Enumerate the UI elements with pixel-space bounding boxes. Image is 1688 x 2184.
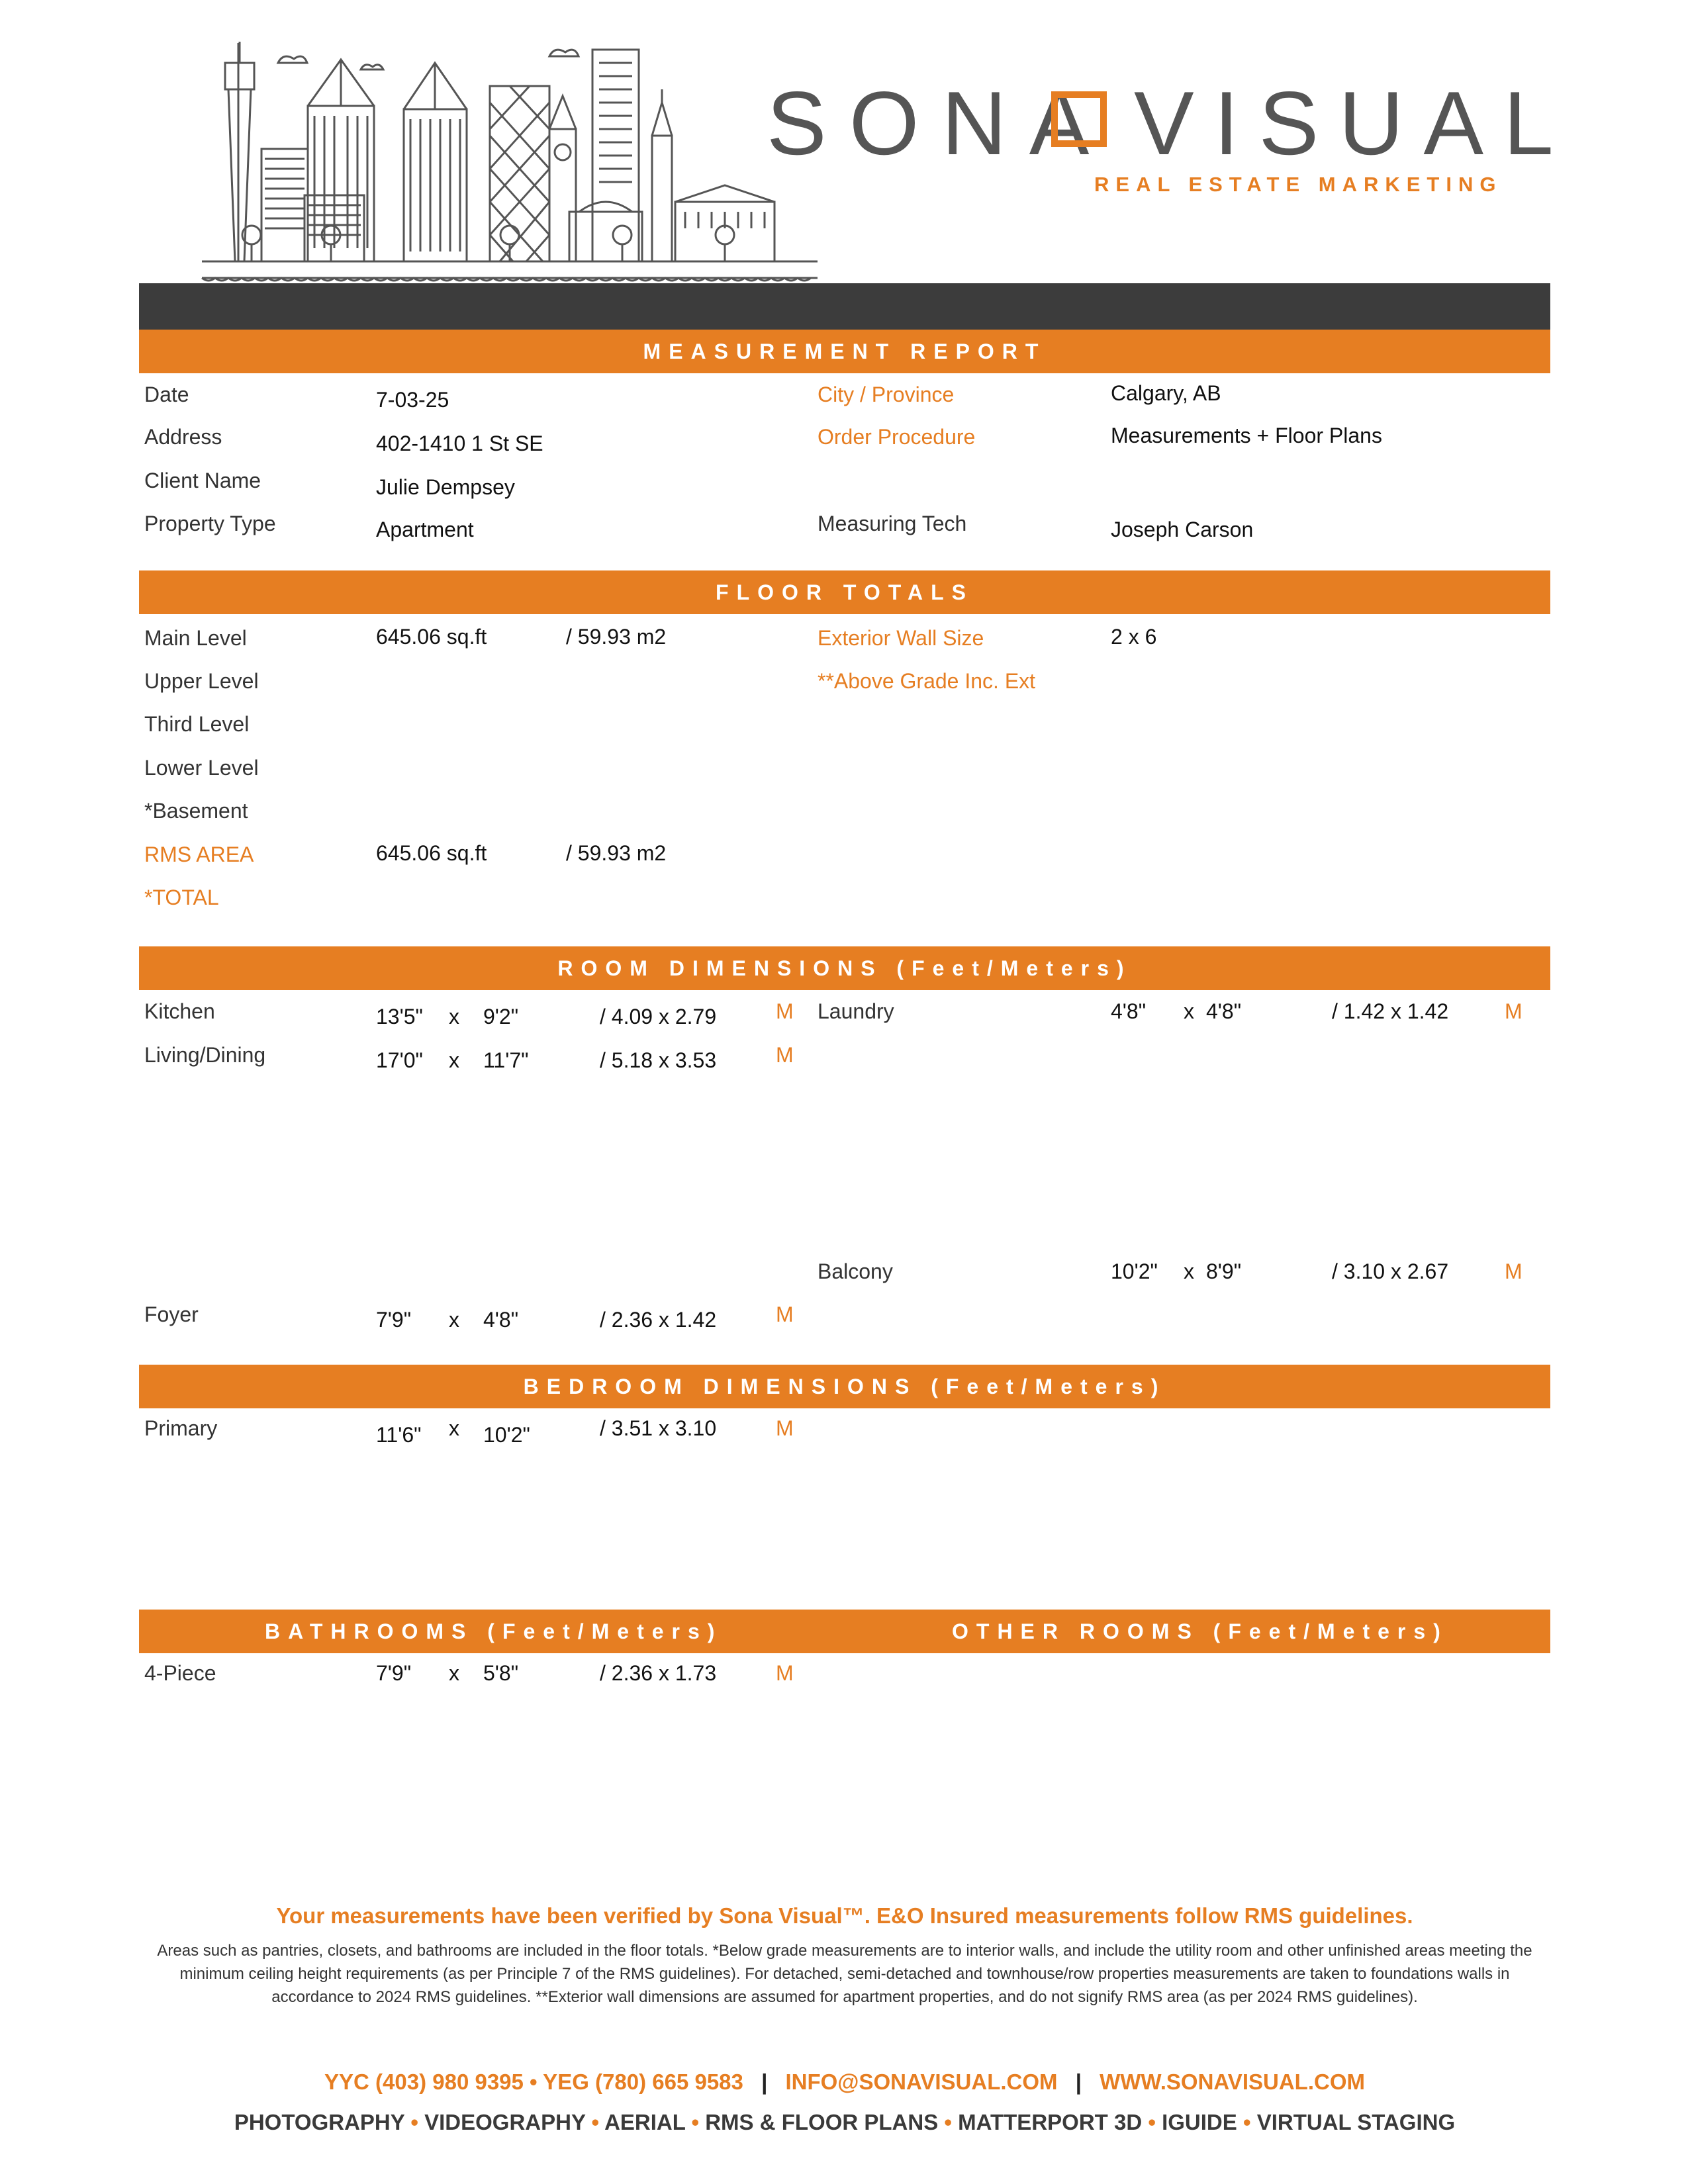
kitchen-metric: / 4.09 x 2.79 [600, 1005, 717, 1028]
main-level-label: Main Level [144, 626, 247, 650]
header-dark-band [139, 283, 1550, 330]
living-dining-length: 11'7" [483, 1048, 529, 1072]
four-piece-metric: / 2.36 x 1.73 [600, 1661, 717, 1685]
kitchen-width: 13'5" [376, 1005, 423, 1028]
primary-bedroom-label: Primary [144, 1416, 218, 1440]
rms-area-m2: / 59.93 m2 [566, 841, 667, 865]
four-piece-level: M [776, 1661, 794, 1685]
balcony-x: x [1184, 1259, 1194, 1283]
date-value: 7-03-25 [376, 388, 449, 412]
email-link[interactable]: INFO@SONAVISUAL.COM [785, 2070, 1058, 2094]
skyline-illustration [199, 36, 821, 288]
laundry-width: 4'8" [1111, 999, 1147, 1023]
date-label: Date [144, 383, 189, 406]
foyer-level: M [776, 1302, 794, 1326]
four-piece-width: 7'9" [376, 1661, 412, 1685]
brand-name-left: SONA [767, 73, 1112, 173]
laundry-length: 4'8" [1206, 999, 1242, 1023]
city-province-value: Calgary, AB [1111, 381, 1221, 405]
kitchen-length: 9'2" [483, 1005, 519, 1028]
section-title: BEDROOM DIMENSIONS (Feet/Meters) [523, 1374, 1166, 1398]
four-piece-label: 4-Piece [144, 1661, 216, 1685]
rms-area-sqft: 645.06 sq.ft [376, 841, 487, 865]
service-item: PHOTOGRAPHY [234, 2110, 405, 2134]
bullet: • [410, 2110, 418, 2134]
verified-statement: Your measurements have been verified by Sona Visual™. E&O Insured measurements follow RMS guidelines. [276, 1903, 1413, 1928]
balcony-width: 10'2" [1111, 1259, 1158, 1283]
balcony-level: M [1505, 1259, 1523, 1283]
website-link[interactable]: WWW.SONAVISUAL.COM [1100, 2070, 1365, 2094]
address-label: Address [144, 425, 222, 449]
bullet: • [1243, 2110, 1251, 2134]
kitchen-label: Kitchen [144, 999, 215, 1023]
primary-bedroom-width: 11'6" [376, 1423, 422, 1447]
property-type-label: Property Type [144, 512, 276, 535]
service-item: VIRTUAL STAGING [1256, 2110, 1456, 2134]
floor-totals-header [139, 570, 1550, 614]
brand-tagline: REAL ESTATE MARKETING [1094, 173, 1503, 196]
bedroom-dimensions-header [139, 1365, 1550, 1408]
basement-label: *Basement [144, 799, 248, 823]
logo-square-icon [1051, 91, 1107, 147]
balcony-label: Balcony [818, 1259, 893, 1283]
disclaimer-text: Areas such as pantries, closets, and bathrooms are included in the floor totals. *Below grade measurements are to interior walls, and include the utility room and other unfinished areas meeting the minimum ceiling height requirements (as per Principle 7 of the RMS guidelines). For detached, semi-detached and townhouse/row properties measurements are taken to foundations walls in accordance to 2024 RMS guidelines. **Exterior wall dimensions are assumed for apartment properties, and do not signify RMS area (as per 2024 RMS guidelines). [157, 1942, 1532, 2006]
section-title: FLOOR TOTALS [716, 580, 974, 604]
client-name-value: Julie Dempsey [376, 475, 515, 499]
laundry-metric: / 1.42 x 1.42 [1332, 999, 1449, 1023]
section-title: MEASUREMENT REPORT [643, 339, 1047, 363]
measurement-report-header [139, 330, 1550, 373]
city-province-label: City / Province [818, 383, 955, 406]
living-dining-width: 17'0" [376, 1048, 423, 1072]
four-piece-length: 5'8" [483, 1661, 519, 1685]
service-item: MATTERPORT 3D [958, 2110, 1143, 2134]
third-level-label: Third Level [144, 712, 250, 736]
laundry-label: Laundry [818, 999, 894, 1023]
living-dining-metric: / 5.18 x 3.53 [600, 1048, 717, 1072]
order-procedure-value: Measurements + Floor Plans [1111, 424, 1382, 447]
upper-level-label: Upper Level [144, 669, 259, 693]
laundry-level: M [1505, 999, 1523, 1023]
client-name-label: Client Name [144, 469, 261, 492]
living-dining-level: M [776, 1043, 794, 1067]
bullet: • [691, 2110, 700, 2134]
bullet: • [944, 2110, 952, 2134]
above-grade-label: **Above Grade Inc. Ext [818, 669, 1036, 693]
main-level-sqft: 645.06 sq.ft [376, 625, 487, 649]
bullet: • [591, 2110, 600, 2134]
primary-bedroom-level: M [776, 1416, 794, 1440]
services-line [139, 2110, 1550, 2135]
property-type-value: Apartment [376, 518, 474, 541]
total-label: *TOTAL [144, 886, 219, 909]
order-procedure-label: Order Procedure [818, 425, 976, 449]
kitchen-x: x [449, 1005, 459, 1028]
measuring-tech-value: Joseph Carson [1111, 518, 1254, 541]
brand-name-right: VISUAL [1134, 73, 1573, 173]
bullet: • [1148, 2110, 1156, 2134]
service-item: IGUIDE [1162, 2110, 1237, 2134]
balcony-metric: / 3.10 x 2.67 [1332, 1259, 1449, 1283]
service-item: RMS & FLOOR PLANS [705, 2110, 939, 2134]
main-level-m2: / 59.93 m2 [566, 625, 667, 649]
separator: | [1075, 2070, 1082, 2094]
phone-numbers: YYC (403) 980 9395 • YEG (780) 665 9583 [324, 2070, 743, 2094]
foyer-length: 4'8" [483, 1308, 519, 1332]
primary-bedroom-length: 10'2" [483, 1423, 530, 1447]
balcony-length: 8'9" [1206, 1259, 1242, 1283]
foyer-label: Foyer [144, 1302, 199, 1326]
bathrooms-title: BATHROOMS (Feet/Meters) [265, 1619, 723, 1643]
measuring-tech-label: Measuring Tech [818, 512, 967, 535]
other-rooms-title: OTHER ROOMS (Feet/Meters) [952, 1619, 1448, 1643]
primary-bedroom-x: x [449, 1416, 459, 1440]
four-piece-x: x [449, 1661, 459, 1685]
foyer-x: x [449, 1308, 459, 1332]
brand-logo [767, 73, 1573, 196]
living-dining-label: Living/Dining [144, 1043, 266, 1067]
service-item: AERIAL [604, 2110, 686, 2134]
section-title: ROOM DIMENSIONS (Feet/Meters) [557, 956, 1132, 980]
exterior-wall-size-label: Exterior Wall Size [818, 626, 984, 650]
contact-line [139, 2070, 1550, 2095]
foyer-metric: / 2.36 x 1.42 [600, 1308, 717, 1332]
foyer-width: 7'9" [376, 1308, 412, 1332]
primary-bedroom-metric: / 3.51 x 3.10 [600, 1416, 717, 1440]
lower-level-label: Lower Level [144, 756, 259, 780]
service-item: VIDEOGRAPHY [424, 2110, 586, 2134]
kitchen-level: M [776, 999, 794, 1023]
living-dining-x: x [449, 1048, 459, 1072]
room-dimensions-header [139, 946, 1550, 990]
rms-area-label: RMS AREA [144, 842, 254, 866]
exterior-wall-size-value: 2 x 6 [1111, 625, 1157, 649]
bathrooms-other-header [139, 1610, 1550, 1653]
address-value: 402-1410 1 St SE [376, 432, 543, 455]
separator: | [761, 2070, 768, 2094]
laundry-x: x [1184, 999, 1194, 1023]
